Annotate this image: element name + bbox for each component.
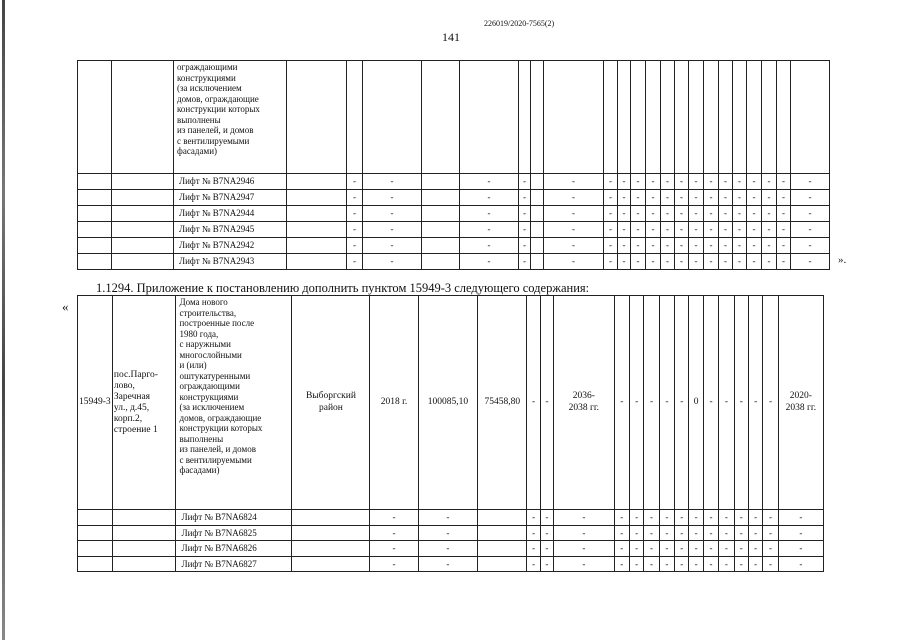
dash-cell: - — [661, 222, 675, 238]
dash-cell: - — [659, 541, 674, 557]
dash-cell: - — [527, 510, 540, 526]
lift-label: Лифт № B7NA2946 — [174, 174, 287, 190]
dash-cell: - — [748, 541, 762, 557]
dash-cell: - — [733, 222, 747, 238]
dash-cell: - — [675, 190, 689, 206]
dash-cell: - — [540, 541, 553, 557]
dash-cell: - — [554, 525, 615, 541]
dash-cell: - — [719, 206, 733, 222]
dash-cell: - — [703, 541, 718, 557]
dash-cell: - — [631, 222, 646, 238]
dash-cell: - — [763, 541, 778, 557]
dash-cell: - — [704, 190, 719, 206]
dash-cell: - — [604, 190, 618, 206]
dash-cell: - — [631, 238, 646, 254]
dash-cell: - — [646, 222, 661, 238]
dash-cell: - — [748, 556, 762, 572]
dash-cell: - — [418, 556, 478, 572]
dash-cell: - — [791, 206, 830, 222]
dash-cell: - — [734, 296, 748, 510]
dash-cell: - — [777, 206, 791, 222]
dash-cell: - — [689, 541, 703, 557]
empty-cell — [287, 190, 347, 206]
dash-cell: - — [644, 541, 659, 557]
empty-cell — [531, 238, 544, 254]
dash-cell: - — [791, 238, 830, 254]
empty-cell — [112, 206, 174, 222]
dash-cell: - — [554, 556, 615, 572]
section-heading: 1.1294. Приложение к постановлению дополнить пунктом 15949-3 следующего содержания: — [96, 281, 590, 295]
dash-cell: - — [704, 238, 719, 254]
dash-cell: - — [719, 541, 734, 557]
empty-cell — [531, 254, 544, 270]
dash-cell: - — [347, 174, 363, 190]
dash-cell: - — [527, 296, 540, 510]
lift-row — [78, 174, 830, 190]
dash-cell: - — [363, 206, 422, 222]
dash-cell: - — [418, 541, 478, 557]
dash-cell: - — [604, 254, 618, 270]
dash-cell: - — [689, 525, 703, 541]
dash-cell: - — [763, 556, 778, 572]
dash-cell: - — [689, 556, 703, 572]
empty-cell — [78, 510, 113, 526]
dash-cell: - — [604, 238, 618, 254]
dash-cell: - — [703, 510, 718, 526]
dash-cell: - — [604, 222, 618, 238]
dash-cell: - — [675, 296, 689, 510]
repair-period: 2036- 2038 гг. — [554, 296, 615, 510]
dash-cell: - — [631, 254, 646, 270]
dash-cell: - — [689, 222, 704, 238]
dash-cell: - — [519, 238, 531, 254]
dash-cell: - — [763, 296, 778, 510]
dash-cell: - — [777, 190, 791, 206]
dash-cell: - — [675, 556, 689, 572]
item-table — [77, 295, 824, 572]
dash-cell: - — [703, 296, 718, 510]
lift-row — [78, 222, 830, 238]
dash-cell: - — [460, 174, 519, 190]
dash-cell: - — [704, 206, 719, 222]
dash-cell: - — [719, 254, 733, 270]
dash-cell: - — [544, 254, 604, 270]
empty-cell — [531, 222, 544, 238]
table-row — [78, 61, 830, 174]
dash-cell: - — [675, 206, 689, 222]
dash-cell: - — [675, 174, 689, 190]
dash-cell: - — [689, 238, 704, 254]
dash-cell: - — [370, 525, 418, 541]
dash-cell: - — [791, 190, 830, 206]
dash-cell: - — [748, 525, 762, 541]
dash-cell: - — [646, 174, 661, 190]
dash-cell: - — [629, 510, 643, 526]
empty-cell — [287, 174, 347, 190]
dash-cell: - — [618, 206, 631, 222]
dash-cell: - — [646, 190, 661, 206]
dash-cell: - — [370, 556, 418, 572]
dash-cell: - — [614, 556, 629, 572]
dash-cell: - — [675, 525, 689, 541]
dash-cell: - — [704, 222, 719, 238]
dash-cell: - — [689, 190, 704, 206]
lift-label: Лифт № B7NA2944 — [174, 206, 287, 222]
dash-cell: - — [659, 525, 674, 541]
dash-cell: - — [777, 254, 791, 270]
dash-cell: - — [544, 238, 604, 254]
dash-cell: - — [519, 254, 531, 270]
dash-cell: - — [544, 190, 604, 206]
dash-cell: - — [661, 206, 675, 222]
lift-label: Лифт № B7NA2947 — [174, 190, 287, 206]
dash-cell: - — [675, 238, 689, 254]
dash-cell: - — [675, 510, 689, 526]
building-description: ограждающими конструкциями (за исключением домов, ограждающие конструкции которых выполнены из панелей, и домов с вентилируемыми фасадами) — [174, 61, 287, 174]
dash-cell: - — [733, 190, 747, 206]
dash-cell: - — [733, 254, 747, 270]
dash-cell: - — [661, 190, 675, 206]
lift-row — [78, 541, 824, 557]
dash-cell: - — [519, 206, 531, 222]
dash-cell: - — [363, 174, 422, 190]
empty-cell — [78, 222, 112, 238]
dash-cell: - — [719, 510, 734, 526]
dash-cell: - — [363, 238, 422, 254]
dash-cell: - — [519, 222, 531, 238]
empty-cell — [287, 238, 347, 254]
dash-cell: - — [719, 190, 733, 206]
empty-cell — [78, 174, 112, 190]
empty-cell — [112, 525, 176, 541]
dash-cell: - — [661, 238, 675, 254]
dash-cell: - — [719, 222, 733, 238]
dash-cell: - — [747, 174, 762, 190]
dash-cell: - — [646, 254, 661, 270]
empty-cell — [422, 222, 460, 238]
dash-cell: - — [689, 254, 704, 270]
dash-cell: - — [540, 525, 553, 541]
dash-cell: - — [733, 174, 747, 190]
empty-cell — [112, 222, 174, 238]
dash-cell: - — [618, 190, 631, 206]
dash-cell: - — [762, 238, 777, 254]
dash-cell: - — [347, 190, 363, 206]
lift-label: Лифт № B7NA2945 — [174, 222, 287, 238]
empty-cell — [78, 254, 112, 270]
dash-cell: - — [554, 541, 615, 557]
dash-cell: - — [689, 206, 704, 222]
empty-cell — [78, 541, 113, 557]
dash-cell: - — [370, 541, 418, 557]
dash-cell: - — [659, 296, 674, 510]
dash-cell: - — [604, 206, 618, 222]
dash-cell: - — [719, 174, 733, 190]
lift-label: Лифт № B7NA6824 — [176, 510, 292, 526]
dash-cell: - — [644, 510, 659, 526]
dash-cell: - — [460, 254, 519, 270]
dash-cell: - — [659, 556, 674, 572]
closing-quote: ». — [838, 254, 847, 266]
dash-cell: - — [527, 525, 540, 541]
dash-cell: - — [646, 238, 661, 254]
dash-cell: - — [460, 190, 519, 206]
dash-cell: - — [629, 541, 643, 557]
dash-cell: - — [675, 222, 689, 238]
empty-cell — [478, 510, 527, 526]
total-area: 100085,10 — [418, 296, 478, 510]
empty-cell — [422, 206, 460, 222]
empty-cell — [478, 541, 527, 557]
dash-cell: - — [544, 206, 604, 222]
dash-cell: - — [778, 525, 823, 541]
dash-cell: - — [762, 190, 777, 206]
dash-cell: - — [762, 174, 777, 190]
table-row — [78, 296, 824, 510]
dash-cell: - — [747, 190, 762, 206]
empty-cell — [287, 206, 347, 222]
dash-cell: - — [418, 510, 478, 526]
build-year: 2018 г. — [370, 296, 418, 510]
dash-cell: - — [719, 525, 734, 541]
dash-cell: - — [614, 525, 629, 541]
dash-cell: - — [618, 174, 631, 190]
dash-cell: - — [661, 254, 675, 270]
living-area: 75458,80 — [478, 296, 527, 510]
dash-cell: - — [347, 254, 363, 270]
lift-label: Лифт № B7NA2942 — [174, 238, 287, 254]
dash-cell: - — [618, 254, 631, 270]
dash-cell: - — [747, 222, 762, 238]
dash-cell: - — [778, 510, 823, 526]
dash-cell: - — [363, 254, 422, 270]
dash-cell: - — [347, 222, 363, 238]
dash-cell: - — [791, 254, 830, 270]
dash-cell: - — [519, 190, 531, 206]
dash-cell: - — [747, 206, 762, 222]
empty-cell — [78, 525, 113, 541]
dash-cell: - — [675, 541, 689, 557]
empty-cell — [112, 510, 176, 526]
dash-cell: - — [363, 222, 422, 238]
dash-cell: - — [629, 525, 643, 541]
dash-cell: - — [733, 238, 747, 254]
opening-quote: « — [62, 299, 69, 314]
empty-cell — [531, 206, 544, 222]
lift-row — [78, 190, 830, 206]
dash-cell: - — [747, 254, 762, 270]
dash-cell: - — [734, 510, 748, 526]
lift-label: Лифт № B7NA6827 — [176, 556, 292, 572]
dash-cell: - — [747, 238, 762, 254]
dash-cell: - — [733, 206, 747, 222]
empty-cell — [292, 541, 370, 557]
empty-cell — [287, 222, 347, 238]
empty-cell — [292, 556, 370, 572]
dash-cell: - — [762, 222, 777, 238]
dash-cell: - — [734, 556, 748, 572]
empty-cell — [78, 556, 113, 572]
empty-cell — [531, 174, 544, 190]
empty-cell — [422, 174, 460, 190]
dash-cell: - — [629, 296, 643, 510]
dash-cell: - — [347, 238, 363, 254]
dash-cell: - — [644, 525, 659, 541]
document-code: 226019/2020-7565(2) — [484, 19, 555, 28]
lift-label: Лифт № B7NA6826 — [176, 541, 292, 557]
continuation-table — [77, 60, 830, 270]
dash-cell: - — [527, 556, 540, 572]
dash-cell: - — [370, 510, 418, 526]
dash-cell: - — [614, 296, 629, 510]
dash-cell: - — [618, 238, 631, 254]
empty-cell — [78, 238, 112, 254]
dash-cell: - — [719, 556, 734, 572]
dash-cell: - — [689, 174, 704, 190]
dash-cell: - — [519, 174, 531, 190]
building-description: Дома нового строительства, построенные после 1980 года, с наружными многослойными и (или) оштукатуренными ограждающими конструкциями (за исключением домов, ограждающие конструкции которых выполнены из панелей, и домов с вентилируемыми фасадами) — [176, 296, 292, 510]
dash-cell: - — [791, 174, 830, 190]
empty-cell — [422, 254, 460, 270]
dash-cell: - — [777, 238, 791, 254]
address: пос.Парго- лово, Заречная ул., д.45, корп.2, строение 1 — [112, 296, 176, 510]
dash-cell: - — [460, 222, 519, 238]
lift-row — [78, 510, 824, 526]
district: Выборгский район — [292, 296, 370, 510]
empty-cell — [531, 190, 544, 206]
lift-label: Лифт № B7NA2943 — [174, 254, 287, 270]
empty-cell — [287, 254, 347, 270]
empty-cell — [112, 238, 174, 254]
page-number: 141 — [442, 30, 460, 44]
lift-label: Лифт № B7NA6825 — [176, 525, 292, 541]
dash-cell: - — [659, 510, 674, 526]
dash-cell: - — [748, 510, 762, 526]
dash-cell: - — [614, 541, 629, 557]
dash-cell: - — [644, 296, 659, 510]
dash-cell: - — [418, 525, 478, 541]
lift-row — [78, 238, 830, 254]
empty-cell — [78, 206, 112, 222]
dash-cell: - — [762, 254, 777, 270]
lift-row — [78, 206, 830, 222]
dash-cell: - — [631, 190, 646, 206]
empty-cell — [112, 541, 176, 557]
empty-cell — [112, 174, 174, 190]
dash-cell: - — [460, 206, 519, 222]
dash-cell: - — [719, 238, 733, 254]
item-number: 15949-3 — [78, 296, 113, 510]
lift-row — [78, 556, 824, 572]
dash-cell: - — [544, 222, 604, 238]
empty-cell — [112, 556, 176, 572]
dash-cell: - — [689, 510, 703, 526]
lift-row — [78, 254, 830, 270]
dash-cell: - — [661, 174, 675, 190]
dash-cell: - — [675, 254, 689, 270]
dash-cell: - — [540, 296, 553, 510]
dash-cell: - — [347, 206, 363, 222]
scan-edge — [2, 0, 5, 640]
dash-cell: - — [631, 206, 646, 222]
dash-cell: - — [734, 525, 748, 541]
dash-cell: - — [763, 525, 778, 541]
dash-cell: - — [719, 296, 734, 510]
dash-cell: - — [527, 541, 540, 557]
dash-cell: - — [777, 174, 791, 190]
repair-period: 2020- 2038 гг. — [778, 296, 823, 510]
dash-cell: - — [734, 541, 748, 557]
dash-cell: - — [777, 222, 791, 238]
dash-cell: - — [540, 510, 553, 526]
dash-cell: - — [791, 222, 830, 238]
empty-cell — [292, 525, 370, 541]
dash-cell: - — [554, 510, 615, 526]
dash-cell: - — [748, 296, 762, 510]
dash-cell: - — [703, 556, 718, 572]
dash-cell: - — [644, 556, 659, 572]
empty-cell — [78, 190, 112, 206]
empty-cell — [422, 238, 460, 254]
dash-cell: - — [778, 556, 823, 572]
dash-cell: - — [604, 174, 618, 190]
dash-cell: - — [646, 206, 661, 222]
dash-cell: - — [704, 174, 719, 190]
dash-cell: - — [540, 556, 553, 572]
dash-cell: - — [629, 556, 643, 572]
empty-cell — [112, 190, 174, 206]
lift-row — [78, 525, 824, 541]
dash-cell: - — [631, 174, 646, 190]
empty-cell — [422, 190, 460, 206]
empty-cell — [292, 510, 370, 526]
dash-cell: - — [614, 510, 629, 526]
dash-cell: - — [763, 510, 778, 526]
dash-cell: - — [618, 222, 631, 238]
dash-cell: - — [460, 238, 519, 254]
dash-cell: - — [544, 174, 604, 190]
empty-cell — [112, 254, 174, 270]
empty-cell — [478, 556, 527, 572]
dash-cell: - — [363, 190, 422, 206]
zero-value: 0 — [689, 296, 703, 510]
dash-cell: - — [778, 541, 823, 557]
empty-cell — [478, 525, 527, 541]
dash-cell: - — [703, 525, 718, 541]
dash-cell: - — [762, 206, 777, 222]
dash-cell: - — [704, 254, 719, 270]
